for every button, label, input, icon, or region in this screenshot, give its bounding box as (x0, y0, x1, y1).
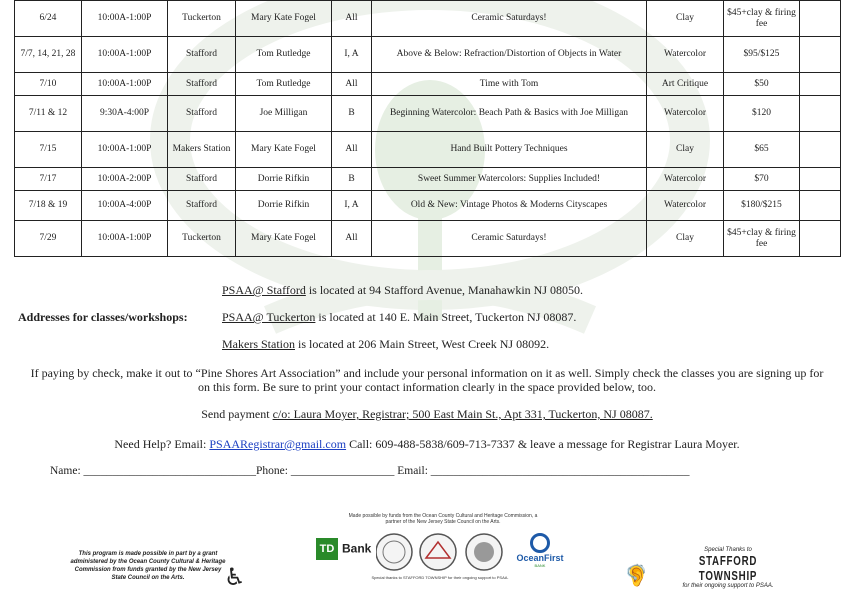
cell-instructor: Mary Kate Fogel (236, 132, 332, 168)
tuckerton-address-text: is located at 140 E. Main Street, Tuckerton NJ 08087. (315, 310, 577, 324)
oceanfirst-logo (512, 533, 568, 568)
cell-date: 7/29 (15, 221, 82, 257)
cell-title: Time with Tom (372, 73, 647, 96)
cell-time: 9:30A-4:00P (82, 96, 168, 132)
makers-address (222, 337, 549, 352)
cell-medium: Watercolor (647, 191, 724, 221)
select-checkbox-cell[interactable] (800, 37, 841, 73)
cell-medium: Watercolor (647, 96, 724, 132)
help-suffix: Call: 609-488-5838/609-713-7337 & leave a message for Registrar Laura Moyer. (346, 437, 740, 451)
seal-logos (376, 530, 511, 574)
cell-level: All (332, 1, 372, 37)
cell-medium: Clay (647, 132, 724, 168)
table-row (15, 168, 841, 191)
cell-level: B (332, 168, 372, 191)
cell-time: 10:00A-2:00P (82, 168, 168, 191)
select-checkbox-cell[interactable] (800, 168, 841, 191)
table-row (15, 132, 841, 168)
cell-location: Stafford (168, 168, 236, 191)
cell-level: I, A (332, 37, 372, 73)
cell-medium: Clay (647, 221, 724, 257)
cell-medium: Watercolor (647, 37, 724, 73)
send-payment-prefix: Send payment (201, 407, 273, 421)
cell-date: 7/7, 14, 21, 28 (15, 37, 82, 73)
thanks-small-print: Special thanks to STAFFORD TOWNSHIP for their ongoing support to PSAA. (371, 575, 509, 580)
township-note: for their ongoing support to PSAA. (682, 583, 774, 589)
cell-time: 10:00A-1:00P (82, 37, 168, 73)
cell-instructor: Tom Rutledge (236, 37, 332, 73)
td-bank-label: Bank (342, 541, 372, 556)
name-label: Name: (50, 465, 81, 477)
cell-instructor: Dorrie Rifkin (236, 168, 332, 191)
cell-medium: Art Critique (647, 73, 724, 96)
addresses-heading: Addresses for classes/workshops: (18, 310, 188, 324)
cell-title: Above & Below: Refraction/Distortion of Objects in Water (372, 37, 647, 73)
cell-date: 7/18 & 19 (15, 191, 82, 221)
cell-time: 10:00A-1:00P (82, 132, 168, 168)
stafford-address-text: is located at 94 Stafford Avenue, Manahawkin NJ 08050. (305, 283, 584, 297)
stafford-address (222, 283, 583, 298)
stafford-township-logo (668, 547, 788, 589)
phone-field[interactable]: __________________ (290, 465, 395, 477)
contact-form-line (50, 465, 690, 477)
phone-label: Phone: (256, 465, 288, 477)
name-field[interactable]: ______________________________ (83, 465, 257, 477)
cell-fee: $50 (724, 73, 800, 96)
tuckerton-name: PSAA@ Tuckerton (222, 310, 316, 324)
hearing-assistance-icon: 🦻 (621, 559, 654, 591)
cell-fee: $180/$215 (724, 191, 800, 221)
cell-instructor: Mary Kate Fogel (236, 1, 332, 37)
table-row (15, 221, 841, 257)
cell-fee: $120 (724, 96, 800, 132)
cell-title: Ceramic Saturdays! (372, 221, 647, 257)
stafford-name: PSAA@ Stafford (222, 283, 306, 297)
cell-time: 10:00A-1:00P (82, 73, 168, 96)
table-row (15, 73, 841, 96)
check-payment-note: If paying by check, make it out to “Pine Shores Art Association” and include your personal information on it as well. Simply check the classes you are signing up for on this form. Be sure to print your contact information clearly in the space provided below, too. (30, 366, 824, 394)
cell-location: Stafford (168, 191, 236, 221)
cell-fee: $65 (724, 132, 800, 168)
cell-fee: $45+clay & firing fee (724, 221, 800, 257)
cell-medium: Clay (647, 1, 724, 37)
table-row (15, 191, 841, 221)
cell-location: Stafford (168, 73, 236, 96)
td-icon: TD (316, 538, 338, 560)
class-schedule-table (14, 0, 841, 257)
send-payment-line (0, 407, 854, 422)
cell-location: Makers Station (168, 132, 236, 168)
oceanfirst-sub: BANK (534, 563, 546, 568)
cell-title: Sweet Summer Watercolors: Supplies Included! (372, 168, 647, 191)
cell-medium: Watercolor (647, 168, 724, 191)
help-prefix: Need Help? Email: (114, 437, 210, 451)
township-name: STAFFORD TOWNSHIP (698, 553, 758, 583)
makers-address-text: is located at 206 Main Street, West Creek NJ 08092. (295, 337, 550, 351)
email-label: Email: (397, 465, 428, 477)
select-checkbox-cell[interactable] (800, 73, 841, 96)
accessibility-icon: ♿ (224, 563, 246, 591)
table-row (15, 96, 841, 132)
funding-small-print: Made possible by funds from the Ocean County Cultural and Heritage Commission, a partner of the New Jersey State Council on the Arts. (348, 513, 538, 525)
cell-title: Hand Built Pottery Techniques (372, 132, 647, 168)
cell-level: B (332, 96, 372, 132)
cell-location: Tuckerton (168, 221, 236, 257)
cell-instructor: Mary Kate Fogel (236, 221, 332, 257)
cell-level: All (332, 221, 372, 257)
cell-title: Old & New: Vintage Photos & Moderns Cityscapes (372, 191, 647, 221)
cell-title: Ceramic Saturdays! (372, 1, 647, 37)
special-thanks-label: Special Thanks to (704, 547, 752, 553)
cell-fee: $70 (724, 168, 800, 191)
td-bank-logo (316, 538, 371, 560)
oceanfirst-icon (530, 533, 550, 553)
registrar-email-link[interactable]: PSAARegistrar@gmail.com (209, 437, 347, 451)
select-checkbox-cell[interactable] (800, 132, 841, 168)
help-line (0, 437, 854, 452)
cell-fee: $45+clay & firing fee (724, 1, 800, 37)
grant-note: This program is made possible in part by a grant administered by the Ocean County Cultural & Heritage Commission from funds granted by the New Jersey State Council on the Arts. (70, 551, 226, 581)
oceanfirst-label: OceanFirst (516, 553, 564, 563)
cell-date: 7/10 (15, 73, 82, 96)
cell-instructor: Dorrie Rifkin (236, 191, 332, 221)
cell-title: Beginning Watercolor: Beach Path & Basics with Joe Milligan (372, 96, 647, 132)
cell-date: 7/11 & 12 (15, 96, 82, 132)
cell-location: Tuckerton (168, 1, 236, 37)
cell-level: I, A (332, 191, 372, 221)
cell-date: 6/24 (15, 1, 82, 37)
cell-instructor: Tom Rutledge (236, 73, 332, 96)
makers-name: Makers Station (222, 337, 295, 351)
select-checkbox-cell[interactable] (800, 96, 841, 132)
cell-time: 10:00A-4:00P (82, 191, 168, 221)
cell-location: Stafford (168, 37, 236, 73)
select-checkbox-cell[interactable] (800, 1, 841, 37)
select-checkbox-cell[interactable] (800, 221, 841, 257)
tuckerton-address (222, 310, 576, 325)
cell-level: All (332, 132, 372, 168)
select-checkbox-cell[interactable] (800, 191, 841, 221)
cell-time: 10:00A-1:00P (82, 1, 168, 37)
cell-date: 7/17 (15, 168, 82, 191)
table-row (15, 1, 841, 37)
cell-location: Stafford (168, 96, 236, 132)
table-row (15, 37, 841, 73)
cell-date: 7/15 (15, 132, 82, 168)
cell-time: 10:00A-1:00P (82, 221, 168, 257)
cell-fee: $95/$125 (724, 37, 800, 73)
cell-level: All (332, 73, 372, 96)
send-payment-address: c/o: Laura Moyer, Registrar; 500 East Main St., Apt 331, Tuckerton, NJ 08087. (272, 407, 653, 421)
email-field[interactable]: _____________________________________________ (430, 465, 690, 477)
cell-instructor: Joe Milligan (236, 96, 332, 132)
